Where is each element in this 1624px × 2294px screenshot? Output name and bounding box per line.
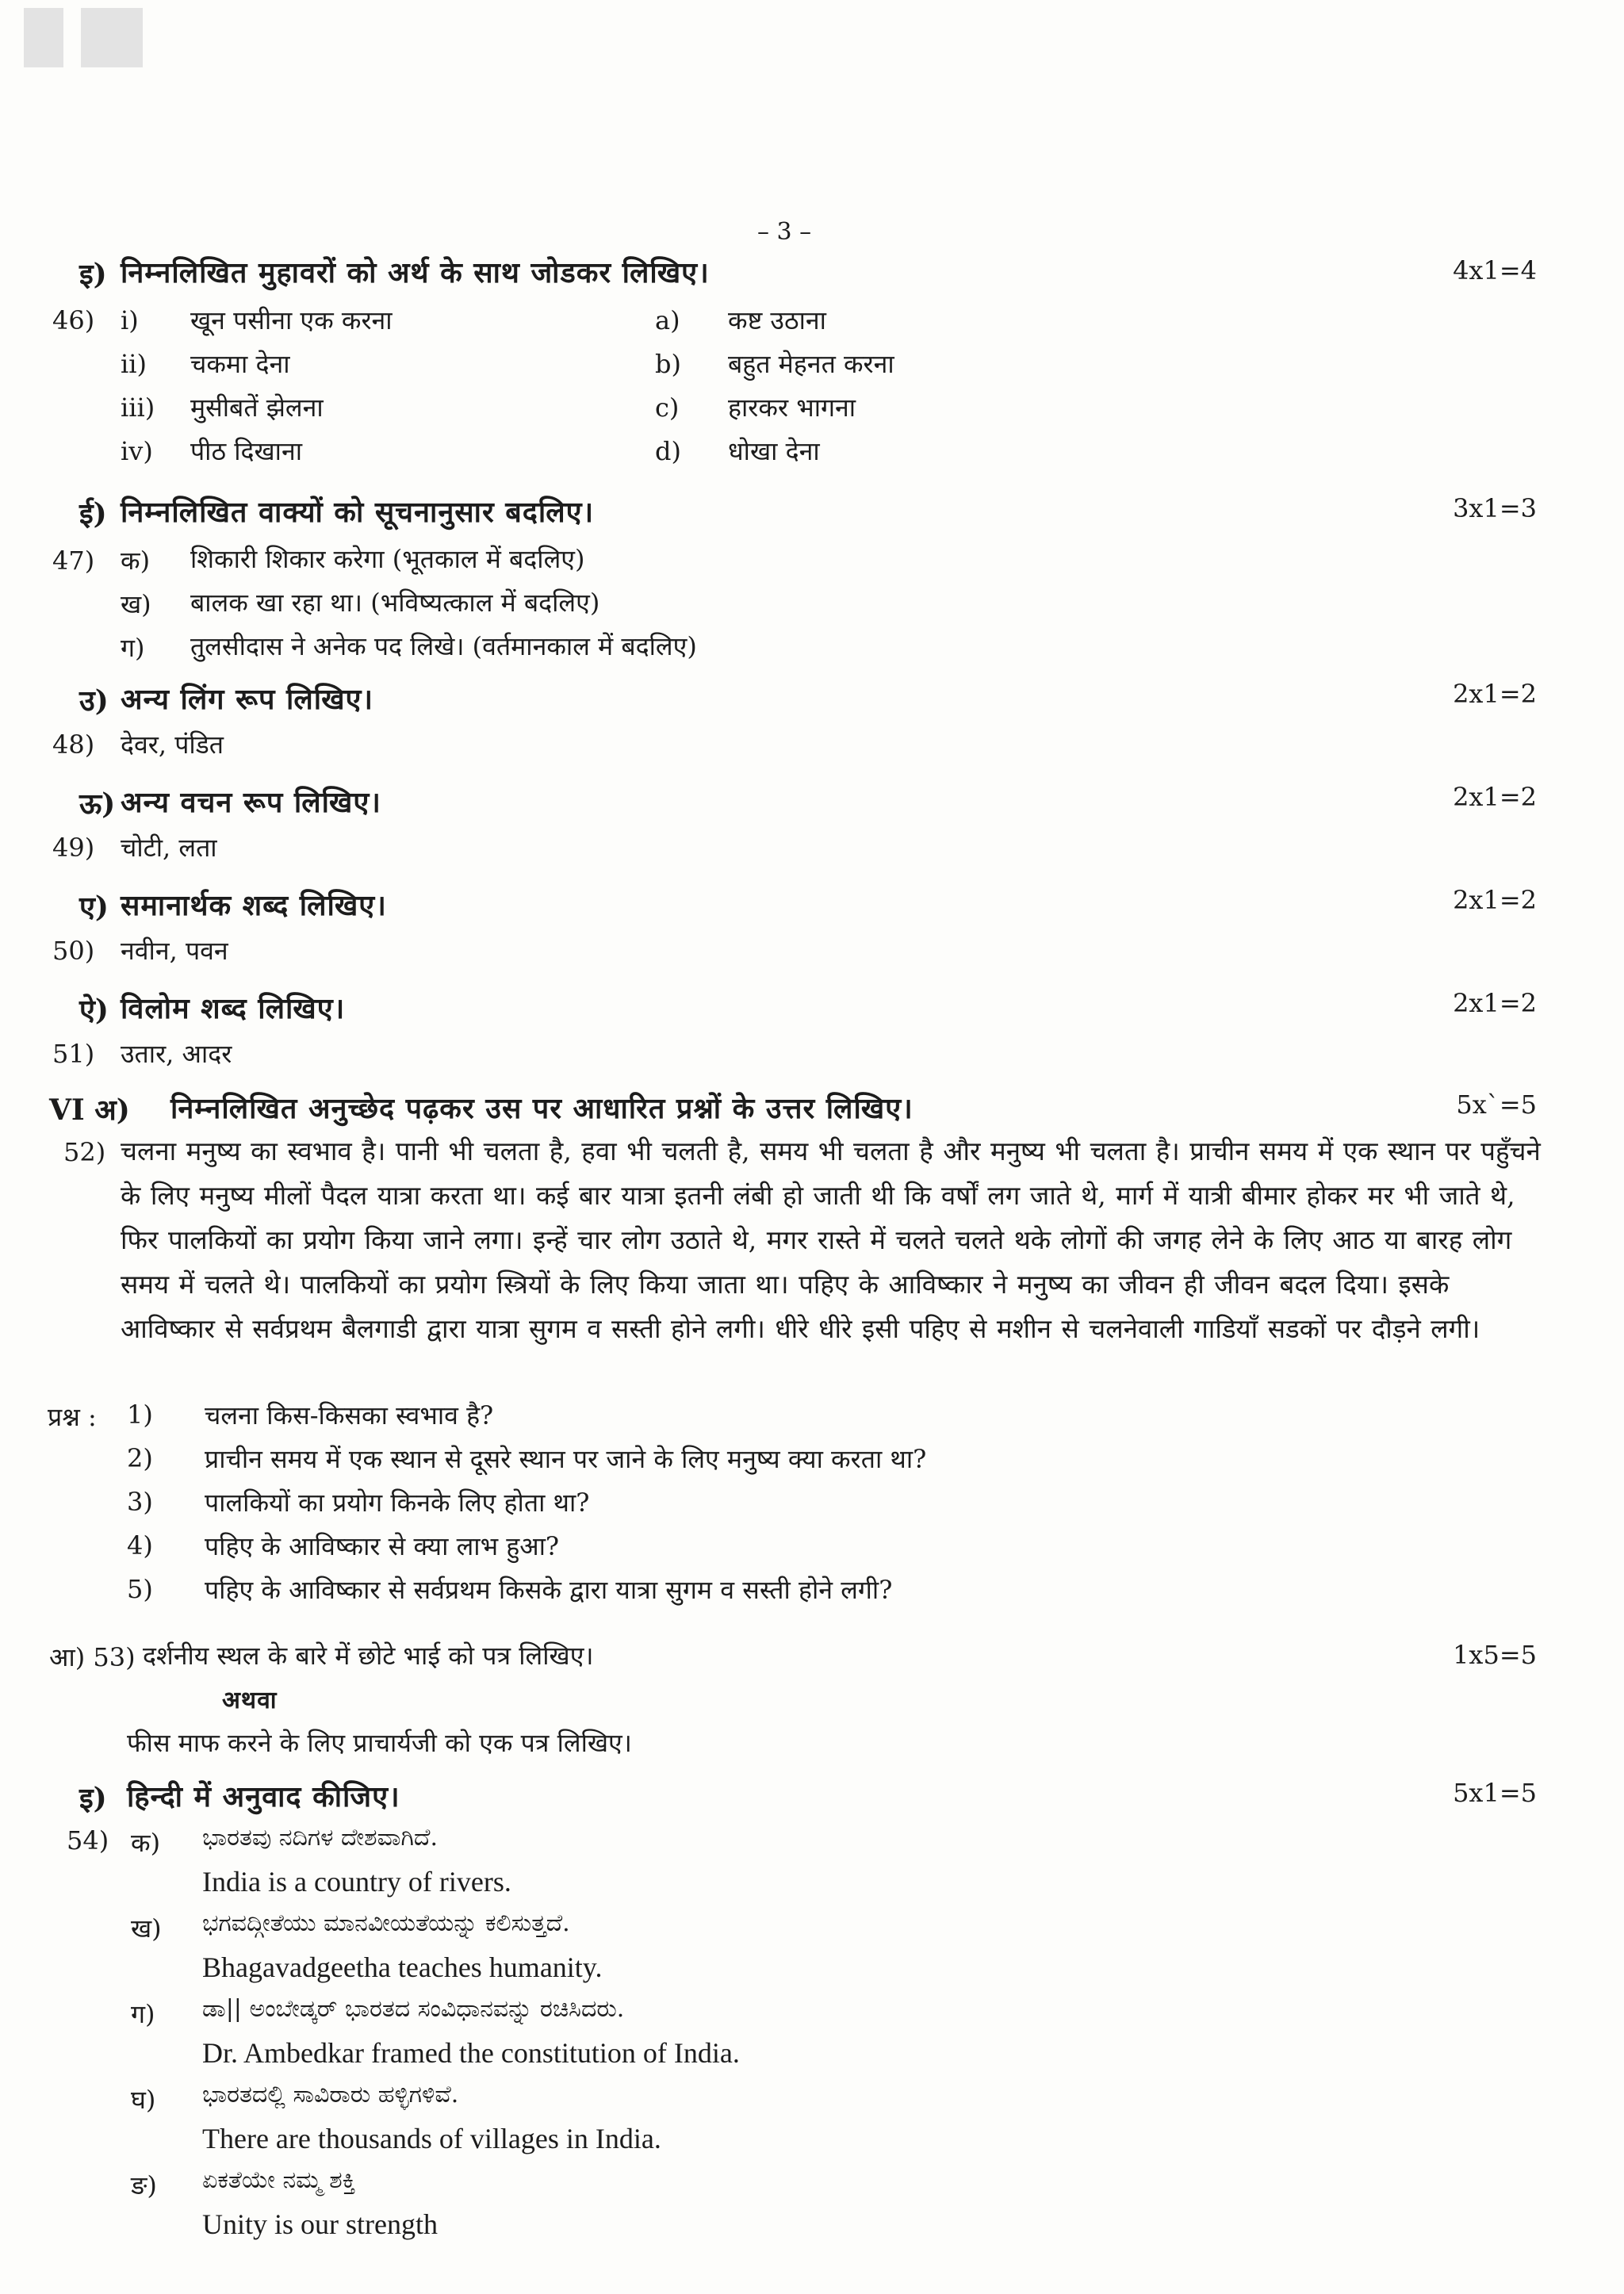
- section-title: हिन्दी में अनुवाद कीजिए।: [127, 1780, 400, 1813]
- answer-text: नवीन, पवन: [121, 936, 228, 966]
- question-text: दर्शनीय स्थल के बारे में छोटे भाई को पत्र लिखिए।: [143, 1641, 594, 1671]
- list-item-num: 3): [127, 1487, 153, 1517]
- corner-mark: [24, 8, 143, 67]
- list-item-text: पीठ दिखाना: [190, 436, 303, 466]
- list-item-text: चलना किस-किसका स्वभाव है?: [205, 1400, 494, 1430]
- question-number: 46): [52, 305, 95, 335]
- list-item-text: बहुत मेहनत करना: [728, 349, 894, 379]
- english-sentence: Dr. Ambedkar framed the constitution of India.: [202, 2037, 740, 2069]
- question-number: 54): [67, 1825, 109, 1855]
- english-sentence: There are thousands of villages in India.: [202, 2123, 661, 2154]
- list-item-text: मुसीबतें झेलना: [190, 393, 324, 423]
- list-item-num: 4): [127, 1530, 153, 1561]
- question-text: फीस माफ करने के लिए प्राचार्यजी को एक पत्र लिखिए।: [127, 1728, 632, 1758]
- section-label: ए): [79, 890, 109, 924]
- question-number: 50): [52, 936, 95, 966]
- question-number: 51): [52, 1039, 95, 1069]
- english-sentence: Unity is our strength: [202, 2208, 438, 2240]
- list-item-num: c): [655, 393, 680, 423]
- list-item-num: 5): [127, 1574, 153, 1604]
- answer-text: देवर, पंडित: [121, 730, 224, 760]
- questions-label: प्रश्न :: [48, 1402, 97, 1432]
- answer-text: चोटी, लता: [121, 833, 217, 863]
- or-label: अथवा: [222, 1687, 278, 1714]
- list-item-text: पहिए के आविष्कार से क्या लाभ हुआ?: [205, 1531, 560, 1561]
- question-number: 48): [52, 730, 95, 760]
- list-item-num: d): [655, 436, 681, 466]
- section-title: विलोम शब्द लिखिए।: [121, 992, 346, 1025]
- passage-text: चलना मनुष्य का स्वभाव है। पानी भी चलता है, हवा भी चलती है, समय भी चलता है और मनुष्य भी चलता है। प्राचीन समय में एक स्थान पर पहुँचने के लिए मनुष्य मीलों पैदल यात्रा करता था। कई बार यात्रा इतनी लंबी हो जाती थी कि वर्षों लग जाते थे, मार्ग में यात्री बीमार होकर मर भी जाते थे, फिर पालकियों का प्रयोग किया जाने लगा। इन्हें चार लोग उठाते थे, मगर रास्ते में चलते चलते थके लोगों की जगह लेने के लिए आठ या बारह लोग समय में चलते थे। पालकियों का प्रयोग स्त्रियों के लिए किया जाता था। पहिए के आविष्कार ने मनुष्य का जीवन ही जीवन बदल दिया। इसके आविष्कार से सर्वप्रथम बैलगाडी द्वारा यात्रा सुगम व सस्ती होने लगी। धीरे धीरे इसी पहिए से मशीन से चलनेवाली गाडियाँ सडकों पर दौड़ने लगी।: [121, 1136, 1541, 1344]
- question-number: 49): [52, 833, 95, 863]
- list-item-text: हारकर भागना: [728, 393, 856, 423]
- list-item-num: ग): [131, 1999, 155, 2029]
- section-marks: 2x1=2: [1453, 679, 1537, 709]
- section-title: अन्य लिंग रूप लिखिए।: [121, 683, 374, 716]
- list-item-text: पालकियों का प्रयोग किनके लिए होता था?: [205, 1488, 590, 1518]
- section-title: निम्नलिखित मुहावरों को अर्थ के साथ जोडकर लिखिए।: [121, 256, 710, 289]
- section-label: इ): [79, 258, 107, 291]
- page-number: – 3 –: [757, 218, 812, 246]
- section-label: ऊ): [79, 787, 116, 821]
- list-item-num: i): [121, 305, 139, 335]
- list-item-num: ख): [131, 1913, 162, 1944]
- kannada-sentence: ಡಾ|| ಅಂಬೇಡ್ಕರ್ ಭಾರತದ ಸಂವಿಧಾನವನ್ನು ರಚಿಸಿದರು.: [202, 1995, 625, 2023]
- section-marks: 2x1=2: [1453, 782, 1537, 812]
- list-item-text: शिकारी शिकार करेगा (भूतकाल में बदलिए): [190, 544, 585, 574]
- section-marks: 5x1=5: [1453, 1778, 1537, 1808]
- question-number: 52): [63, 1137, 106, 1167]
- english-sentence: Bhagavadgeetha teaches humanity.: [202, 1951, 603, 1983]
- section-title: समानार्थक शब्द लिखिए।: [121, 889, 387, 922]
- list-item-text: धोखा देना: [728, 436, 820, 466]
- kannada-sentence: ಭಾರತದಲ್ಲಿ ಸಾವಿರಾರು ಹಳ್ಳಿಗಳಿವೆ.: [202, 2081, 459, 2108]
- question-number: 47): [52, 546, 95, 576]
- section-title: निम्नलिखित अनुच्छेद पढ़कर उस पर आधारित प्रश्नों के उत्तर लिखिए।: [170, 1092, 914, 1125]
- section-marks: 3x1=3: [1453, 493, 1537, 523]
- list-item-num: iii): [121, 393, 155, 423]
- list-item-num: क): [121, 546, 151, 576]
- list-item-num: क): [131, 1828, 161, 1858]
- list-item-num: 1): [127, 1400, 153, 1430]
- answer-text: उतार, आदर: [121, 1039, 232, 1069]
- list-item-num: ख): [121, 589, 151, 619]
- list-item-num: घ): [131, 2085, 156, 2115]
- list-item-text: खून पसीना एक करना: [190, 305, 393, 335]
- section-title: अन्य वचन रूप लिखिए।: [121, 786, 381, 819]
- list-item-text: कष्ट उठाना: [728, 305, 826, 335]
- kannada-sentence: ಏಕತೆಯೇ ನಮ್ಮ ಶಕ್ತಿ: [202, 2166, 356, 2194]
- section-label: इ): [79, 1782, 107, 1815]
- section-label: ऐ): [79, 994, 109, 1027]
- english-sentence: India is a country of rivers.: [202, 1866, 511, 1898]
- section-marks: 2x1=2: [1453, 885, 1537, 915]
- list-item-num: b): [655, 349, 681, 379]
- list-item-num: ii): [121, 349, 147, 379]
- kannada-sentence: ಭಾರತವು ನದಿಗಳ ದೇಶವಾಗಿದೆ.: [202, 1824, 438, 1852]
- list-item-text: चकमा देना: [190, 349, 290, 379]
- list-item-num: 2): [127, 1443, 153, 1473]
- section-marks: 1x5=5: [1453, 1640, 1537, 1670]
- list-item-num: iv): [121, 436, 153, 466]
- section-label: ई): [79, 497, 107, 530]
- list-item-num: ग): [121, 633, 145, 663]
- list-item-text: तुलसीदास ने अनेक पद लिखे। (वर्तमानकाल में बदलिए): [190, 631, 697, 661]
- section-label: VI अ): [49, 1093, 130, 1127]
- list-item-text: बालक खा रहा था। (भविष्यत्काल में बदलिए): [190, 588, 600, 618]
- list-item-text: पहिए के आविष्कार से सर्वप्रथम किसके द्वारा यात्रा सुगम व सस्ती होने लगी?: [205, 1575, 893, 1605]
- kannada-sentence: ಭಗವದ್ಗೀತೆಯು ಮಾನವೀಯತೆಯನ್ನು ಕಲಿಸುತ್ತದೆ.: [202, 1909, 570, 1937]
- section-marks: 2x1=2: [1453, 988, 1537, 1018]
- list-item-text: प्राचीन समय में एक स्थान से दूसरे स्थान पर जाने के लिए मनुष्य क्या करता था?: [205, 1444, 927, 1474]
- section-label: आ) 53): [49, 1642, 136, 1672]
- list-item-num: ङ): [131, 2170, 157, 2200]
- list-item-num: a): [655, 305, 680, 335]
- section-marks: 5x`=5: [1456, 1090, 1537, 1120]
- section-label: उ): [79, 684, 109, 718]
- section-title: निम्नलिखित वाक्यों को सूचनानुसार बदलिए।: [121, 496, 595, 529]
- section-marks: 4x1=4: [1453, 255, 1537, 285]
